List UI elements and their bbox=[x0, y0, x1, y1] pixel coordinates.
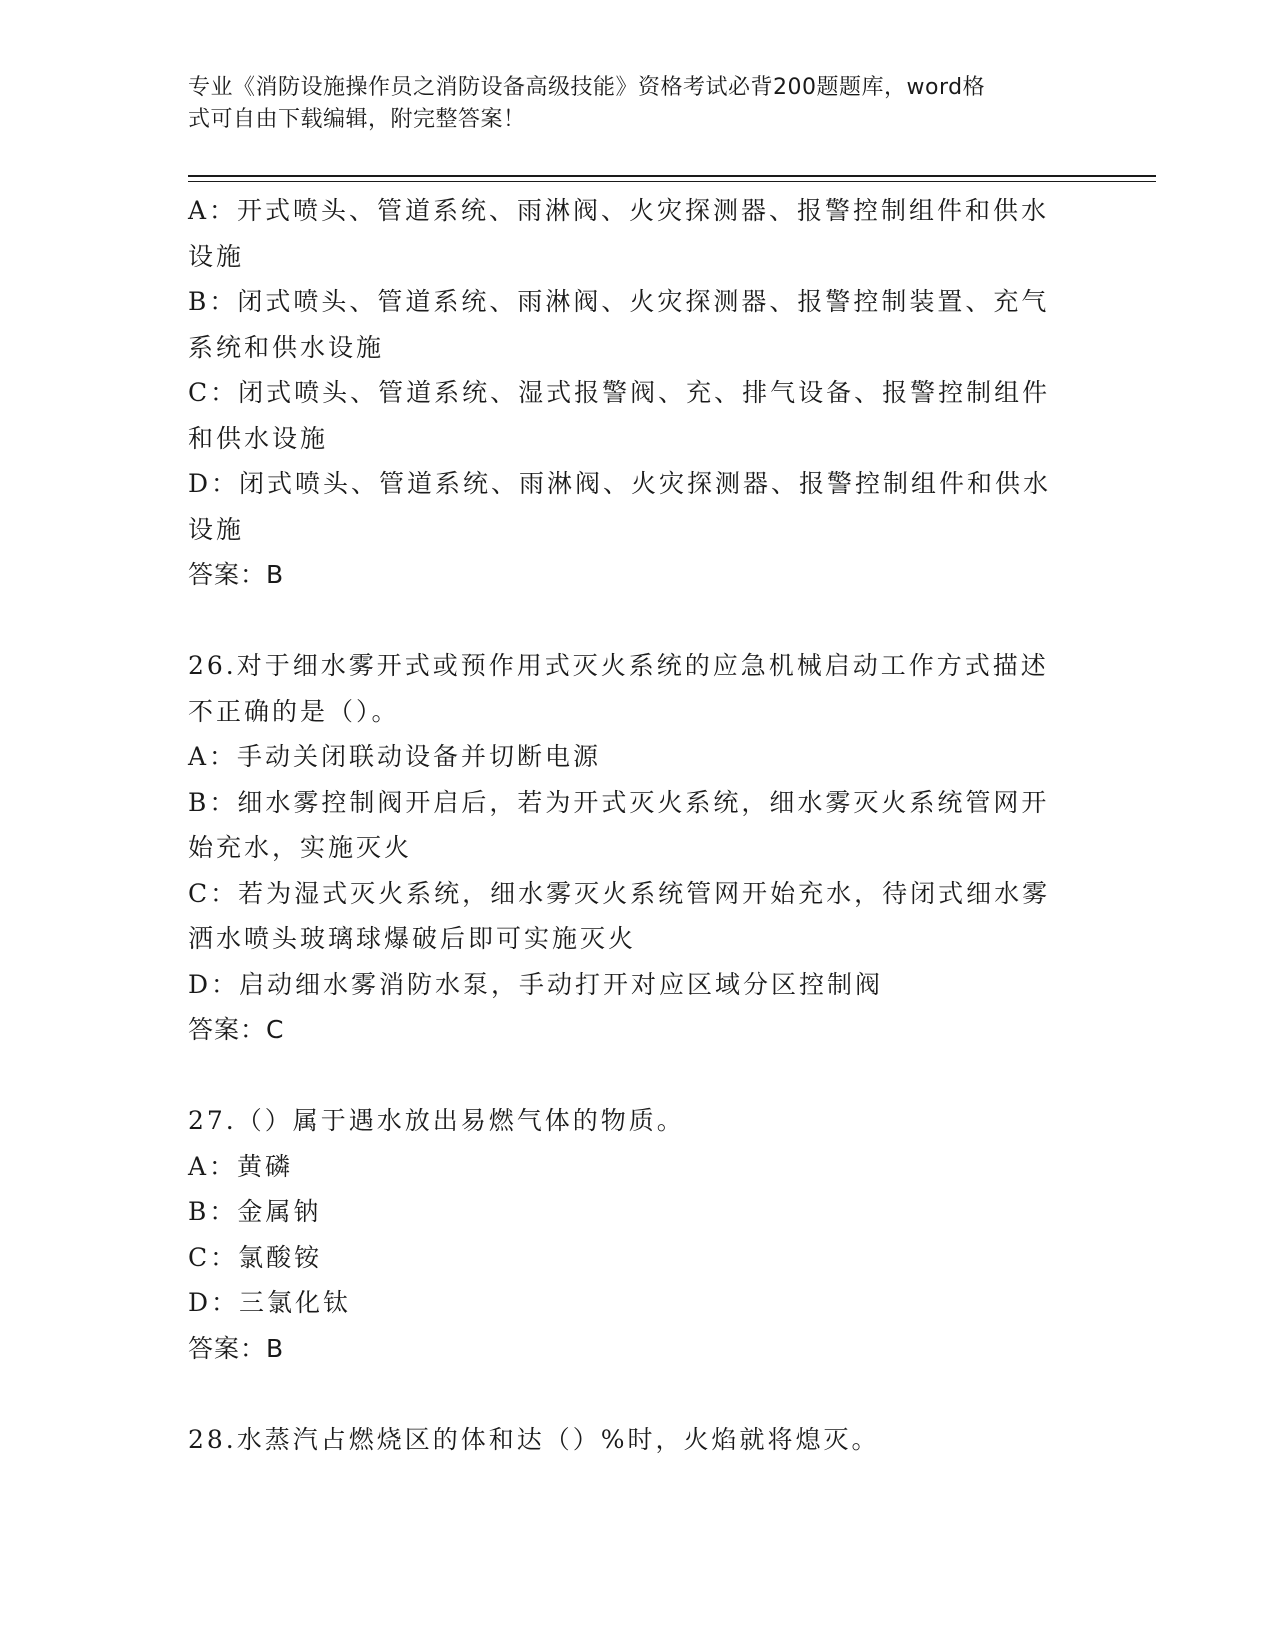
option-a: A：手动关闭联动设备并切断电源 bbox=[188, 742, 602, 771]
header-line-1: 专业《消防设施操作员之消防设备高级技能》资格考试必背200题题库，word格 bbox=[188, 75, 986, 100]
question-stem: 26.对于细水雾开式或预作用式灭火系统的应急机械启动工作方式描述 bbox=[188, 651, 1049, 680]
spacer bbox=[188, 1371, 1068, 1417]
spacer bbox=[188, 1053, 1068, 1099]
option-d: D：三氯化钛 bbox=[188, 1288, 352, 1317]
option-b: B：金属钠 bbox=[188, 1197, 322, 1226]
option-a: A：黄磷 bbox=[188, 1151, 294, 1181]
option-a: A：开式喷头、管道系统、雨淋阀、火灾探测器、报警控制组件和供水 bbox=[188, 196, 1050, 225]
document-header bbox=[188, 72, 1068, 136]
question-28 bbox=[188, 1417, 1068, 1463]
answer: 答案：B bbox=[188, 560, 285, 589]
answer: 答案：B bbox=[188, 1333, 285, 1363]
question-stem-continued: 不正确的是（）。 bbox=[188, 696, 400, 726]
spacer bbox=[188, 598, 1068, 644]
option-c: C：若为湿式灭火系统，细水雾灭火系统管网开始充水，待闭式细水雾 bbox=[188, 878, 1051, 908]
option-b: B：细水雾控制阀开启后，若为开式灭火系统，细水雾灭火系统管网开 bbox=[188, 787, 1050, 817]
document-body bbox=[188, 188, 1068, 1462]
option-a-continued: 设施 bbox=[188, 241, 245, 271]
option-c: C：氯酸铵 bbox=[188, 1242, 323, 1272]
option-c-continued: 洒水喷头玻璃球爆破后即可实施灭火 bbox=[188, 924, 637, 953]
header-divider-thick bbox=[188, 175, 1156, 177]
header-line-2: 式可自由下载编辑，附完整答案！ bbox=[188, 107, 526, 132]
option-d-continued: 设施 bbox=[188, 514, 245, 544]
answer: 答案：C bbox=[188, 1015, 285, 1044]
question-27 bbox=[188, 1098, 1068, 1371]
question-25 bbox=[188, 188, 1068, 598]
header-divider-thin bbox=[188, 181, 1156, 182]
option-b-continued: 系统和供水设施 bbox=[188, 332, 385, 362]
question-26 bbox=[188, 643, 1068, 1053]
question-stem: 27.（）属于遇水放出易燃气体的物质。 bbox=[188, 1106, 685, 1135]
option-d: D：闭式喷头、管道系统、雨淋阀、火灾探测器、报警控制组件和供水 bbox=[188, 469, 1052, 498]
option-c-continued: 和供水设施 bbox=[188, 423, 329, 453]
option-d: D：启动细水雾消防水泵，手动打开对应区域分区控制阀 bbox=[188, 969, 884, 999]
question-stem: 28.水蒸汽占燃烧区的体和达（）%时，火焰就将熄灭。 bbox=[188, 1424, 880, 1454]
option-b-continued: 始充水，实施灭火 bbox=[188, 833, 413, 862]
option-c: C：闭式喷头、管道系统、湿式报警阀、充、排气设备、报警控制组件 bbox=[188, 378, 1051, 407]
option-b: B：闭式喷头、管道系统、雨淋阀、火灾探测器、报警控制装置、充气 bbox=[188, 287, 1050, 316]
